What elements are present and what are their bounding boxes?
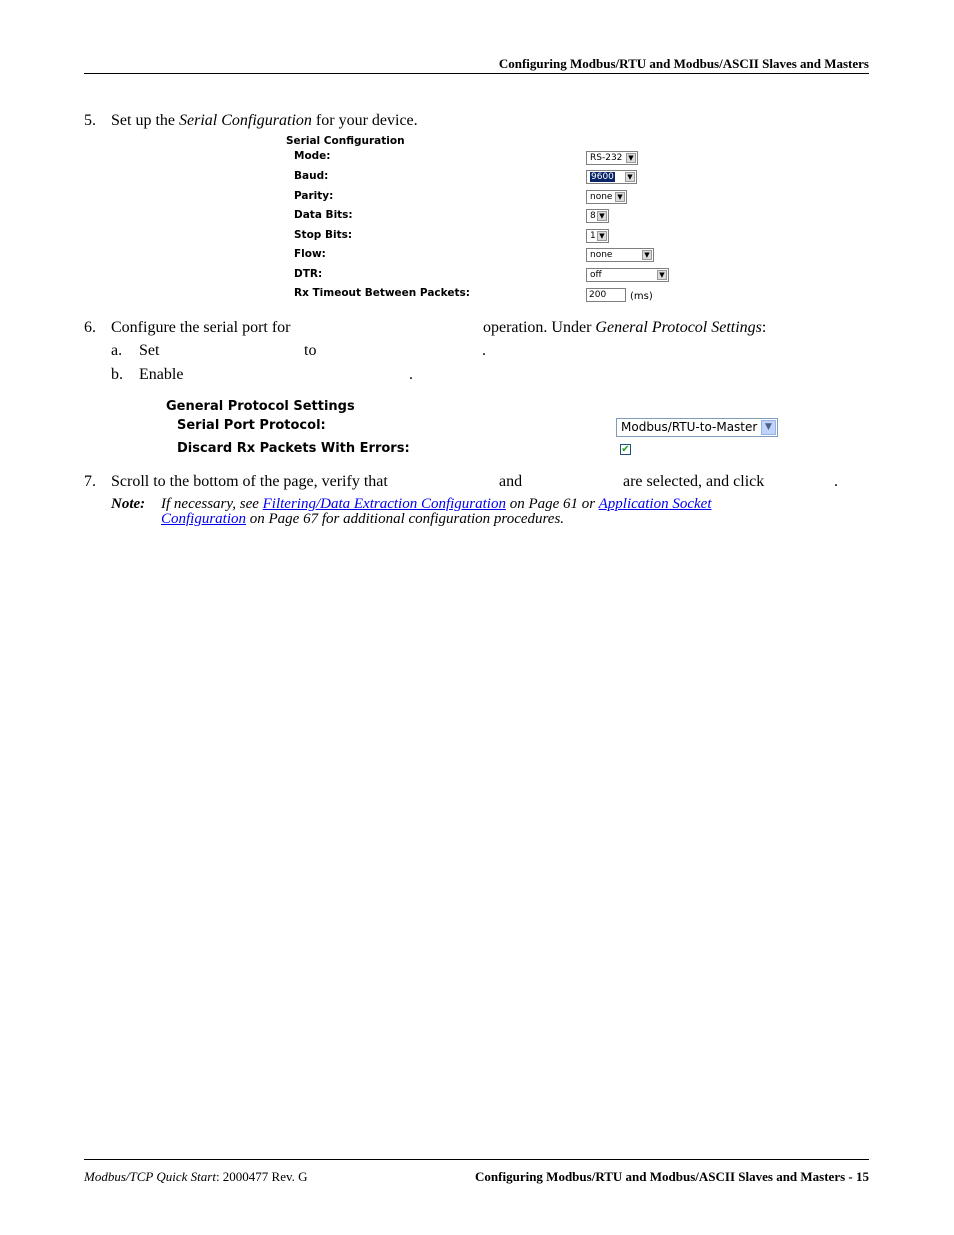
flow-select[interactable] (586, 248, 654, 262)
note-line-1 (161, 497, 712, 512)
mode-value: RS-232 (590, 153, 623, 163)
note (111, 496, 712, 527)
data-bits-value: 8 (590, 211, 596, 221)
stop-bits-select[interactable] (586, 229, 609, 243)
stop-bits-value: 1 (590, 231, 596, 241)
footer-divider (84, 1159, 869, 1160)
serial-port-protocol-value: Modbus/RTU-to-Master (621, 420, 758, 434)
substep-word: to (304, 342, 317, 359)
step-text-emphasis: General Protocol Settings (595, 319, 762, 336)
step-text-emphasis: Serial Configuration (179, 112, 312, 129)
parity-select[interactable] (586, 190, 627, 204)
rx-timeout-label: Rx Timeout Between Packets: (294, 287, 470, 299)
rx-timeout-unit: (ms) (630, 291, 653, 302)
chevron-down-icon: ▼ (642, 250, 652, 260)
serial-port-protocol-select[interactable] (616, 418, 778, 437)
note-text: If necessary, see (161, 496, 263, 512)
dtr-select[interactable] (586, 268, 669, 282)
chevron-down-icon: ▼ (597, 231, 607, 241)
mode-label: Mode: (294, 150, 331, 162)
page-header-title: Configuring Modbus/RTU and Modbus/ASCII Slaves and Masters (498, 56, 869, 71)
footer-document-info (84, 1169, 308, 1185)
footer-section-page: Configuring Modbus/RTU and Modbus/ASCII Slaves and Masters - 15 (475, 1169, 869, 1184)
flow-label: Flow: (294, 248, 326, 260)
substep-word: Set (139, 342, 160, 359)
parity-value: none (590, 192, 613, 202)
mode-select[interactable] (586, 151, 638, 165)
baud-label: Baud: (294, 170, 329, 182)
note-text: on Page 61 or (505, 496, 599, 512)
rx-timeout-value: 200 (589, 290, 607, 300)
step-text-part: for your device. (311, 112, 418, 129)
substep-word: Enable (139, 366, 184, 383)
checkmark-icon: ✔ (621, 444, 630, 455)
step-number: 7. (84, 473, 96, 490)
rx-timeout-input[interactable] (586, 288, 626, 302)
serial-configuration-panel (286, 134, 666, 306)
step-text-part: Set up the (111, 112, 179, 129)
serial-configuration-title: Serial Configuration (286, 135, 405, 147)
data-bits-label: Data Bits: (294, 209, 353, 221)
header-divider (84, 73, 869, 74)
step-text: . (834, 473, 838, 490)
step-text: are selected, and click (623, 473, 765, 490)
step-text-part: operation. Under (483, 319, 596, 336)
application-socket-link[interactable]: Application Socket (598, 496, 712, 512)
substep-letter: b. (111, 366, 123, 383)
chevron-down-icon: ▼ (597, 211, 607, 221)
discard-rx-packets-label: Discard Rx Packets With Errors: (177, 441, 410, 456)
step-number: 5. (84, 112, 96, 129)
baud-select[interactable] (586, 170, 637, 184)
flow-value: none (590, 250, 613, 260)
dtr-value: off (590, 270, 602, 280)
filtering-data-extraction-link[interactable]: Filtering/Data Extraction Configuration (262, 496, 506, 512)
step-text: and (499, 473, 523, 490)
chevron-down-icon: ▼ (615, 192, 625, 202)
data-bits-select[interactable] (586, 209, 609, 223)
step-number: 6. (84, 319, 96, 336)
step-text: Scroll to the bottom of the page, verify that (111, 473, 388, 490)
footer-revision: : 2000477 Rev. G (215, 1169, 308, 1184)
note-line-2 (161, 512, 564, 527)
general-protocol-settings-title: General Protocol Settings (166, 399, 355, 414)
substep-letter: a. (111, 342, 123, 359)
note-text: on Page 67 for additional configuration procedures. (246, 511, 565, 527)
discard-rx-packets-checkbox[interactable] (620, 444, 631, 455)
footer-document-title: Modbus/TCP Quick Start (84, 1169, 216, 1184)
baud-value: 9600 (591, 172, 614, 182)
dtr-label: DTR: (294, 268, 323, 280)
application-socket-link-continued[interactable]: Configuration (161, 511, 247, 527)
step-text-part: : (761, 319, 767, 336)
substep-end: . (409, 366, 413, 383)
step-text-continuation (483, 318, 766, 338)
serial-port-protocol-label: Serial Port Protocol: (177, 418, 326, 433)
stop-bits-label: Stop Bits: (294, 229, 353, 241)
substep-end: . (482, 342, 486, 359)
general-protocol-settings-panel (166, 398, 786, 460)
parity-label: Parity: (294, 190, 334, 202)
step-text (111, 111, 418, 131)
chevron-down-icon: ▼ (657, 270, 667, 280)
step-text: Configure the serial port for (111, 319, 291, 336)
chevron-down-icon: ▼ (626, 153, 636, 163)
chevron-down-icon: ▼ (625, 172, 635, 182)
note-label: Note: (111, 496, 146, 512)
chevron-down-icon: ▼ (761, 420, 776, 435)
